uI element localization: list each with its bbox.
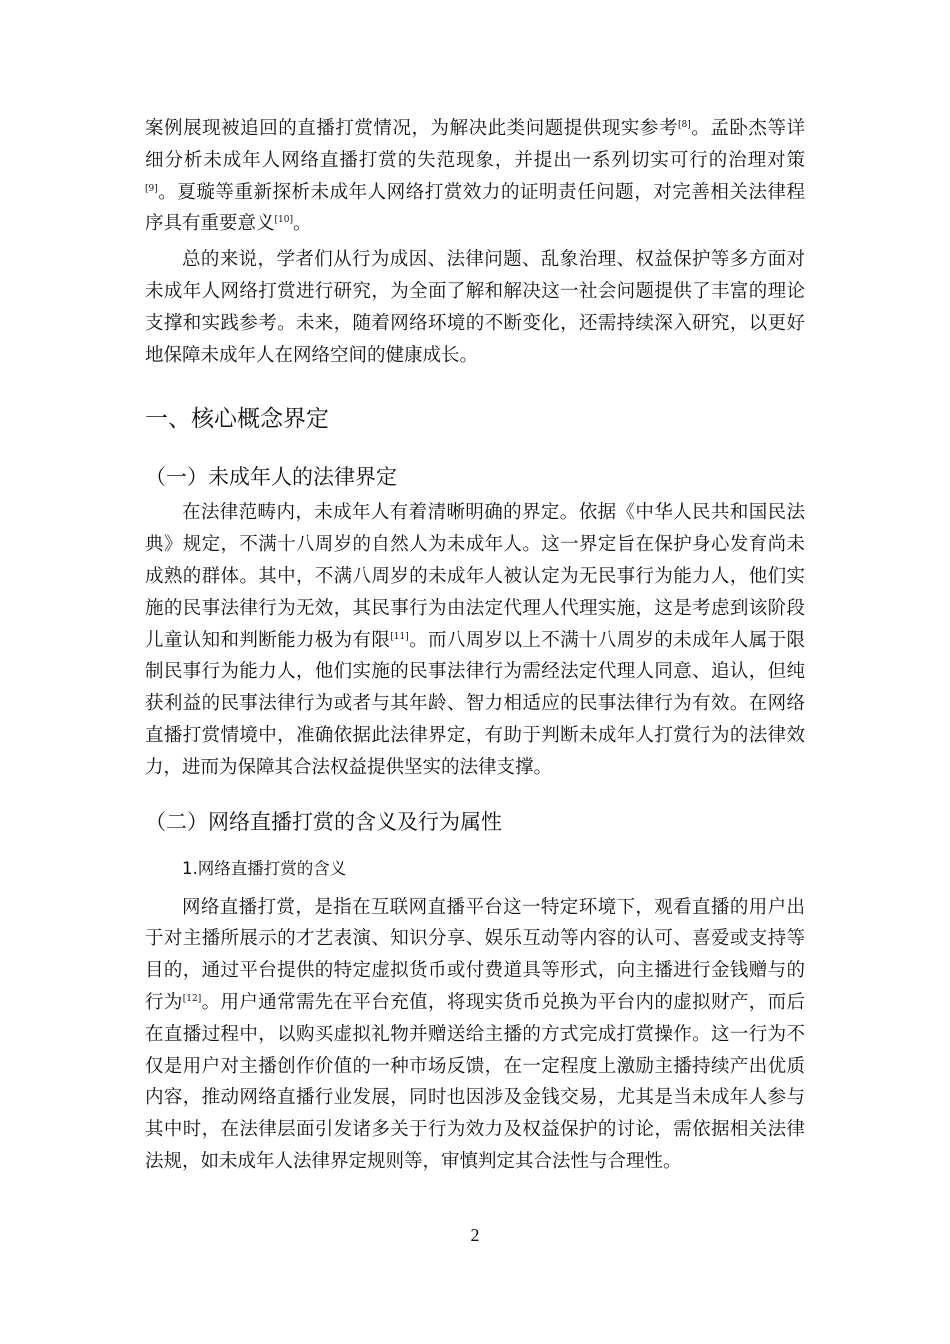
text-segment: 。夏璇等重新探析未成年人网络打赏效力的证明责任问题，对完善相关法律程序具有重要意义 <box>145 181 805 235</box>
paragraph-summary: 总的来说，学者们从行为成因、法律问题、乱象治理、权益保护等多方面对未成年人网络打赏进行研究，为全面了解和解决这一社会问题提供了丰富的理论支撑和实践参考。未来，随着网络环境的不断变化，还需持续深入研究，以更好地保障未成年人在网络空间的健康成长。 <box>145 249 805 366</box>
paragraph-minor-definition <box>145 497 805 783</box>
sub-subsection-heading: 1.网络直播打赏的含义 <box>182 858 347 878</box>
text-segment: 在法律范畴内，未成年人有着清晰明确的界定。依据《中华人民共和国民法典》规定，不满十八周岁的自然人为未成年人。这一界定旨在保护身心发育尚未成熟的群体。其中，不满八周岁的未成年人被认定为无民事行为能力人，他们实施的民事法律行为无效，其民事行为由法定代理人代理实施，这是考虑到该阶段儿童认知和判断能力极为有限 <box>145 502 805 651</box>
text-segment: 。用户通常需先在平台充值，将现实货币兑换为平台内的虚拟财产，而后在直播过程中，以购买虚拟礼物并赠送给主播的方式完成打赏操作。这一行为不仅是用户对主播创作价值的一种市场反馈，在一定程度上激励主播持续产出优质内容，推动网络直播行业发展，同时也因涉及金钱交易，尤其是当未成年人参与其中时，在法律层面引发诸多关于行为效力及权益保护的讨论，需依据相关法律法规，如未成年人法律界定规则等，审慎判定其合法性与合理性。 <box>145 991 805 1172</box>
text-segment: 。 <box>293 213 312 235</box>
citation-ref: [12] <box>182 993 202 1004</box>
subsection-heading-minor-definition: （一）未成年人的法律界定 <box>145 465 397 490</box>
page-number: 2 <box>470 1225 480 1245</box>
document-body <box>145 113 805 1178</box>
subsection-heading-live-tipping: （二）网络直播打赏的含义及行为属性 <box>145 809 502 834</box>
text-segment: 。孟卧杰等详细分析未成年人网络直播打赏的失范现象，并提出一系列切实可行的治理对策 <box>145 118 805 171</box>
paragraph-live-tipping-meaning <box>145 892 805 1178</box>
text-segment: 。而八周岁以上不满十八周岁的未成年人属于限制民事行为能力人，他们实施的民事法律行为需经法定代理人同意、追认，但纯获利益的民事法律行为或者与其年龄、智力相适应的民事法律行为有效。在网络直播打赏情境中，准确依据此法律界定，有助于判断未成年人打赏行为的法律效力，进而为保障其合法权益提供坚实的法律支撑。 <box>145 629 805 778</box>
citation-ref: [11] <box>390 631 409 642</box>
section-heading: 一、核心概念界定 <box>145 406 329 433</box>
paragraph-literature-review-end <box>145 113 805 240</box>
citation-ref: [8] <box>678 120 691 130</box>
citation-ref: [10] <box>274 215 293 226</box>
citation-ref: [9] <box>145 183 158 194</box>
text-segment: 案例展现被追回的直播打赏情况，为解决此类问题提供现实参考 <box>145 118 679 139</box>
text-segment: 网络直播打赏，是指在互联网直播平台这一特定环境下，观看直播的用户出于对主播所展示的才艺表演、知识分享、娱乐互动等内容的认可、喜爱或支持等目的，通过平台提供的特定虚拟货币或付费道具等形式，向主播进行金钱赠与的行为 <box>145 896 805 1013</box>
